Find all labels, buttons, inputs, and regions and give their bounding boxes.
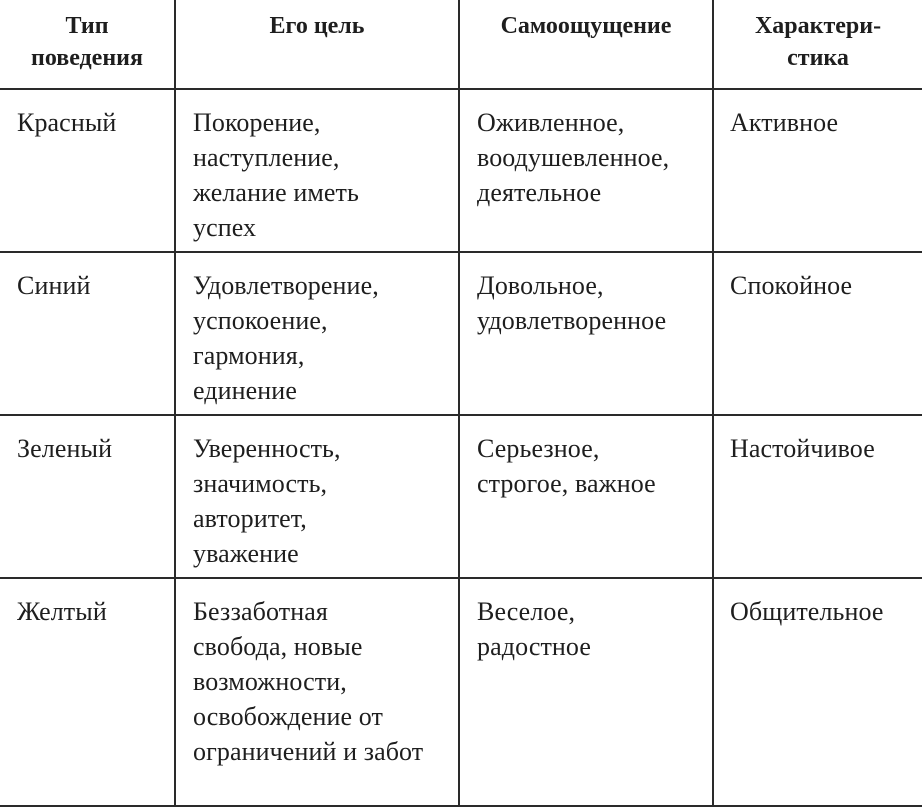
cell-line: Синий	[17, 271, 91, 300]
header-type-line: Тип	[65, 13, 109, 39]
cell-line: Общительное	[730, 597, 884, 626]
cell-line: Веселое,	[477, 597, 576, 626]
cell-line: Зеленый	[17, 434, 113, 463]
cell-line: наступление,	[193, 143, 340, 172]
cell-type	[0, 415, 175, 578]
cell-char	[713, 578, 922, 806]
cell-line: Серьезное,	[477, 434, 600, 463]
cell-type	[0, 89, 175, 252]
cell-line: успех	[193, 213, 257, 242]
cell-line: Беззаботная	[193, 597, 328, 626]
header-char-line: Характери-	[754, 13, 882, 39]
table-header-row	[0, 0, 922, 89]
cell-line: удовлетворенное	[477, 306, 667, 335]
header-feel	[459, 0, 713, 89]
cell-feel	[459, 252, 713, 415]
cell-line: авторитет,	[193, 504, 307, 533]
cell-line: Спокойное	[730, 271, 853, 300]
table-row	[0, 415, 922, 578]
header-goal	[175, 0, 459, 89]
cell-goal	[175, 578, 459, 806]
cell-line: Активное	[730, 108, 839, 137]
cell-line: Настойчивое	[730, 434, 875, 463]
cell-line: Уверенность,	[193, 434, 341, 463]
cell-line: уважение	[193, 539, 299, 568]
cell-type	[0, 252, 175, 415]
cell-goal	[175, 89, 459, 252]
table-row	[0, 252, 922, 415]
cell-line: Желтый	[17, 597, 107, 626]
cell-line: Удовлетворение,	[193, 271, 379, 300]
cell-type	[0, 578, 175, 806]
header-feel-line: Самоощущение	[500, 13, 672, 39]
cell-char	[713, 415, 922, 578]
cell-goal	[175, 252, 459, 415]
cell-line: возможности,	[193, 667, 347, 696]
cell-line: Красный	[17, 108, 117, 137]
cell-line: успокоение,	[193, 306, 328, 335]
cell-line: значимость,	[193, 469, 328, 498]
header-char	[713, 0, 922, 89]
cell-line: единение	[193, 376, 297, 405]
cell-line: гармония,	[193, 341, 305, 370]
cell-line: Оживленное,	[477, 108, 625, 137]
cell-line: свобода, новые	[193, 632, 363, 661]
cell-line: желание иметь	[193, 178, 359, 207]
cell-goal	[175, 415, 459, 578]
cell-line: Покорение,	[193, 108, 321, 137]
table-row	[0, 89, 922, 252]
header-type-line: поведения	[31, 45, 143, 71]
cell-line: строгое, важное	[477, 469, 656, 498]
cell-feel	[459, 89, 713, 252]
cell-char	[713, 252, 922, 415]
cell-line: ограничений и забот	[193, 737, 424, 766]
table-row	[0, 578, 922, 806]
header-goal-line: Его цель	[269, 13, 365, 39]
cell-feel	[459, 415, 713, 578]
cell-char	[713, 89, 922, 252]
header-char-line: стика	[787, 45, 849, 71]
cell-feel	[459, 578, 713, 806]
cell-line: радостное	[477, 632, 591, 661]
cell-line: Довольное,	[477, 271, 604, 300]
cell-line: деятельное	[477, 178, 602, 207]
header-type	[0, 0, 175, 89]
cell-line: освобождение от	[193, 702, 383, 731]
cell-line: воодушевленное,	[477, 143, 670, 172]
